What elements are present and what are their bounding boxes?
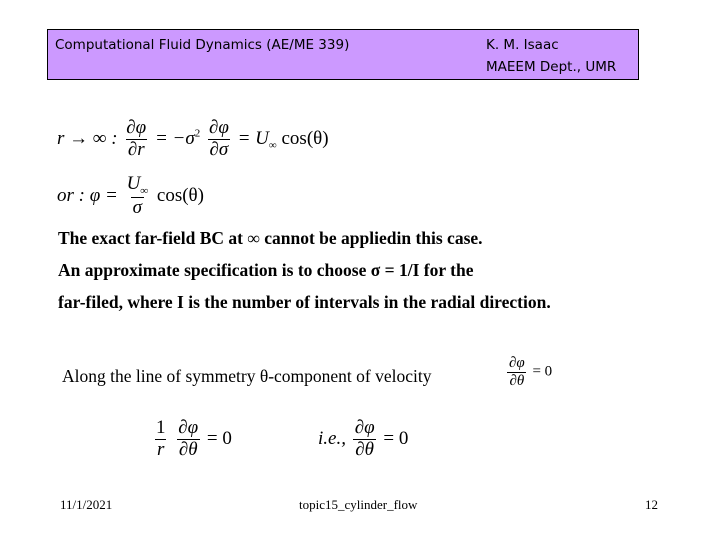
eqsym-num: ∂φ	[509, 355, 525, 371]
slide-header	[47, 29, 639, 80]
footer-filename: topic15_cylinder_flow	[299, 497, 418, 512]
eq3-rhs: = 0	[206, 427, 232, 449]
eq1-dphi: ∂φ	[126, 117, 147, 138]
eq4-dtheta: ∂θ	[355, 438, 375, 460]
equation-ie	[318, 418, 408, 461]
eq3-dphi: ∂φ	[178, 417, 199, 438]
text-line-1: The exact far-field BC at ∞ cannot be appliedin this case.	[58, 228, 483, 248]
eq2-lhs: or : φ =	[57, 184, 118, 206]
eq4-frac	[353, 418, 377, 461]
symmetry-statement: Along the line of symmetry θ-component of velocity	[62, 366, 432, 386]
eq2-num: $U_\infty$	[126, 173, 149, 197]
eq1-exponent: 2	[194, 127, 201, 140]
eq1-dsigma: ∂σ	[209, 138, 229, 160]
eq3-frac-dphi-dtheta	[176, 418, 200, 461]
footer-page-number: 12	[645, 497, 658, 512]
eqsym-den: ∂θ	[509, 372, 525, 389]
eq1-lhs: r → ∞ :	[57, 127, 118, 149]
eqsym-rhs: = 0	[532, 363, 553, 380]
footer-date: 11/1/2021	[60, 497, 113, 512]
eq2-frac	[125, 174, 151, 219]
eq1-dphi-2: ∂φ	[208, 117, 229, 138]
text-line-2: An approximate specification is to choose σ = 1/I for the	[58, 260, 474, 280]
eq4-dphi: ∂φ	[354, 417, 375, 438]
eq3-den: r	[157, 438, 165, 460]
eq4-prefix: i.e.,	[318, 427, 346, 449]
department: MAEEM Dept., UMR	[486, 59, 617, 75]
eq1-frac-dphi-dr	[124, 118, 148, 161]
eqsym-frac	[507, 355, 527, 389]
equation-far-field-derivative	[57, 118, 329, 161]
eq3-dtheta: ∂θ	[178, 438, 198, 460]
author-name: K. M. Isaac	[486, 37, 559, 53]
eq1-dr: ∂r	[127, 138, 145, 160]
eq3-frac-1-r	[154, 418, 168, 461]
equation-symmetry	[505, 355, 552, 389]
eq2-den: σ	[132, 196, 143, 218]
eq1-rhs: = U	[237, 127, 269, 149]
course-title: Computational Fluid Dynamics (AE/ME 339)	[55, 37, 350, 53]
eq1-cos: cos(θ)	[281, 127, 329, 149]
equation-far-field-potential	[57, 174, 204, 219]
eq2-cos: cos(θ)	[156, 184, 204, 206]
eq3-num: 1	[156, 417, 166, 438]
eq4-rhs: = 0	[383, 427, 409, 449]
eq1-rhs-sub: ∞	[268, 139, 277, 152]
eq1-frac-dphi-dsigma	[207, 118, 231, 161]
eq1-neg-sigma: = −σ	[154, 127, 195, 149]
equation-theta-velocity	[152, 418, 232, 461]
text-line-3: far-filed, where I is the number of intervals in the radial direction.	[58, 292, 551, 312]
